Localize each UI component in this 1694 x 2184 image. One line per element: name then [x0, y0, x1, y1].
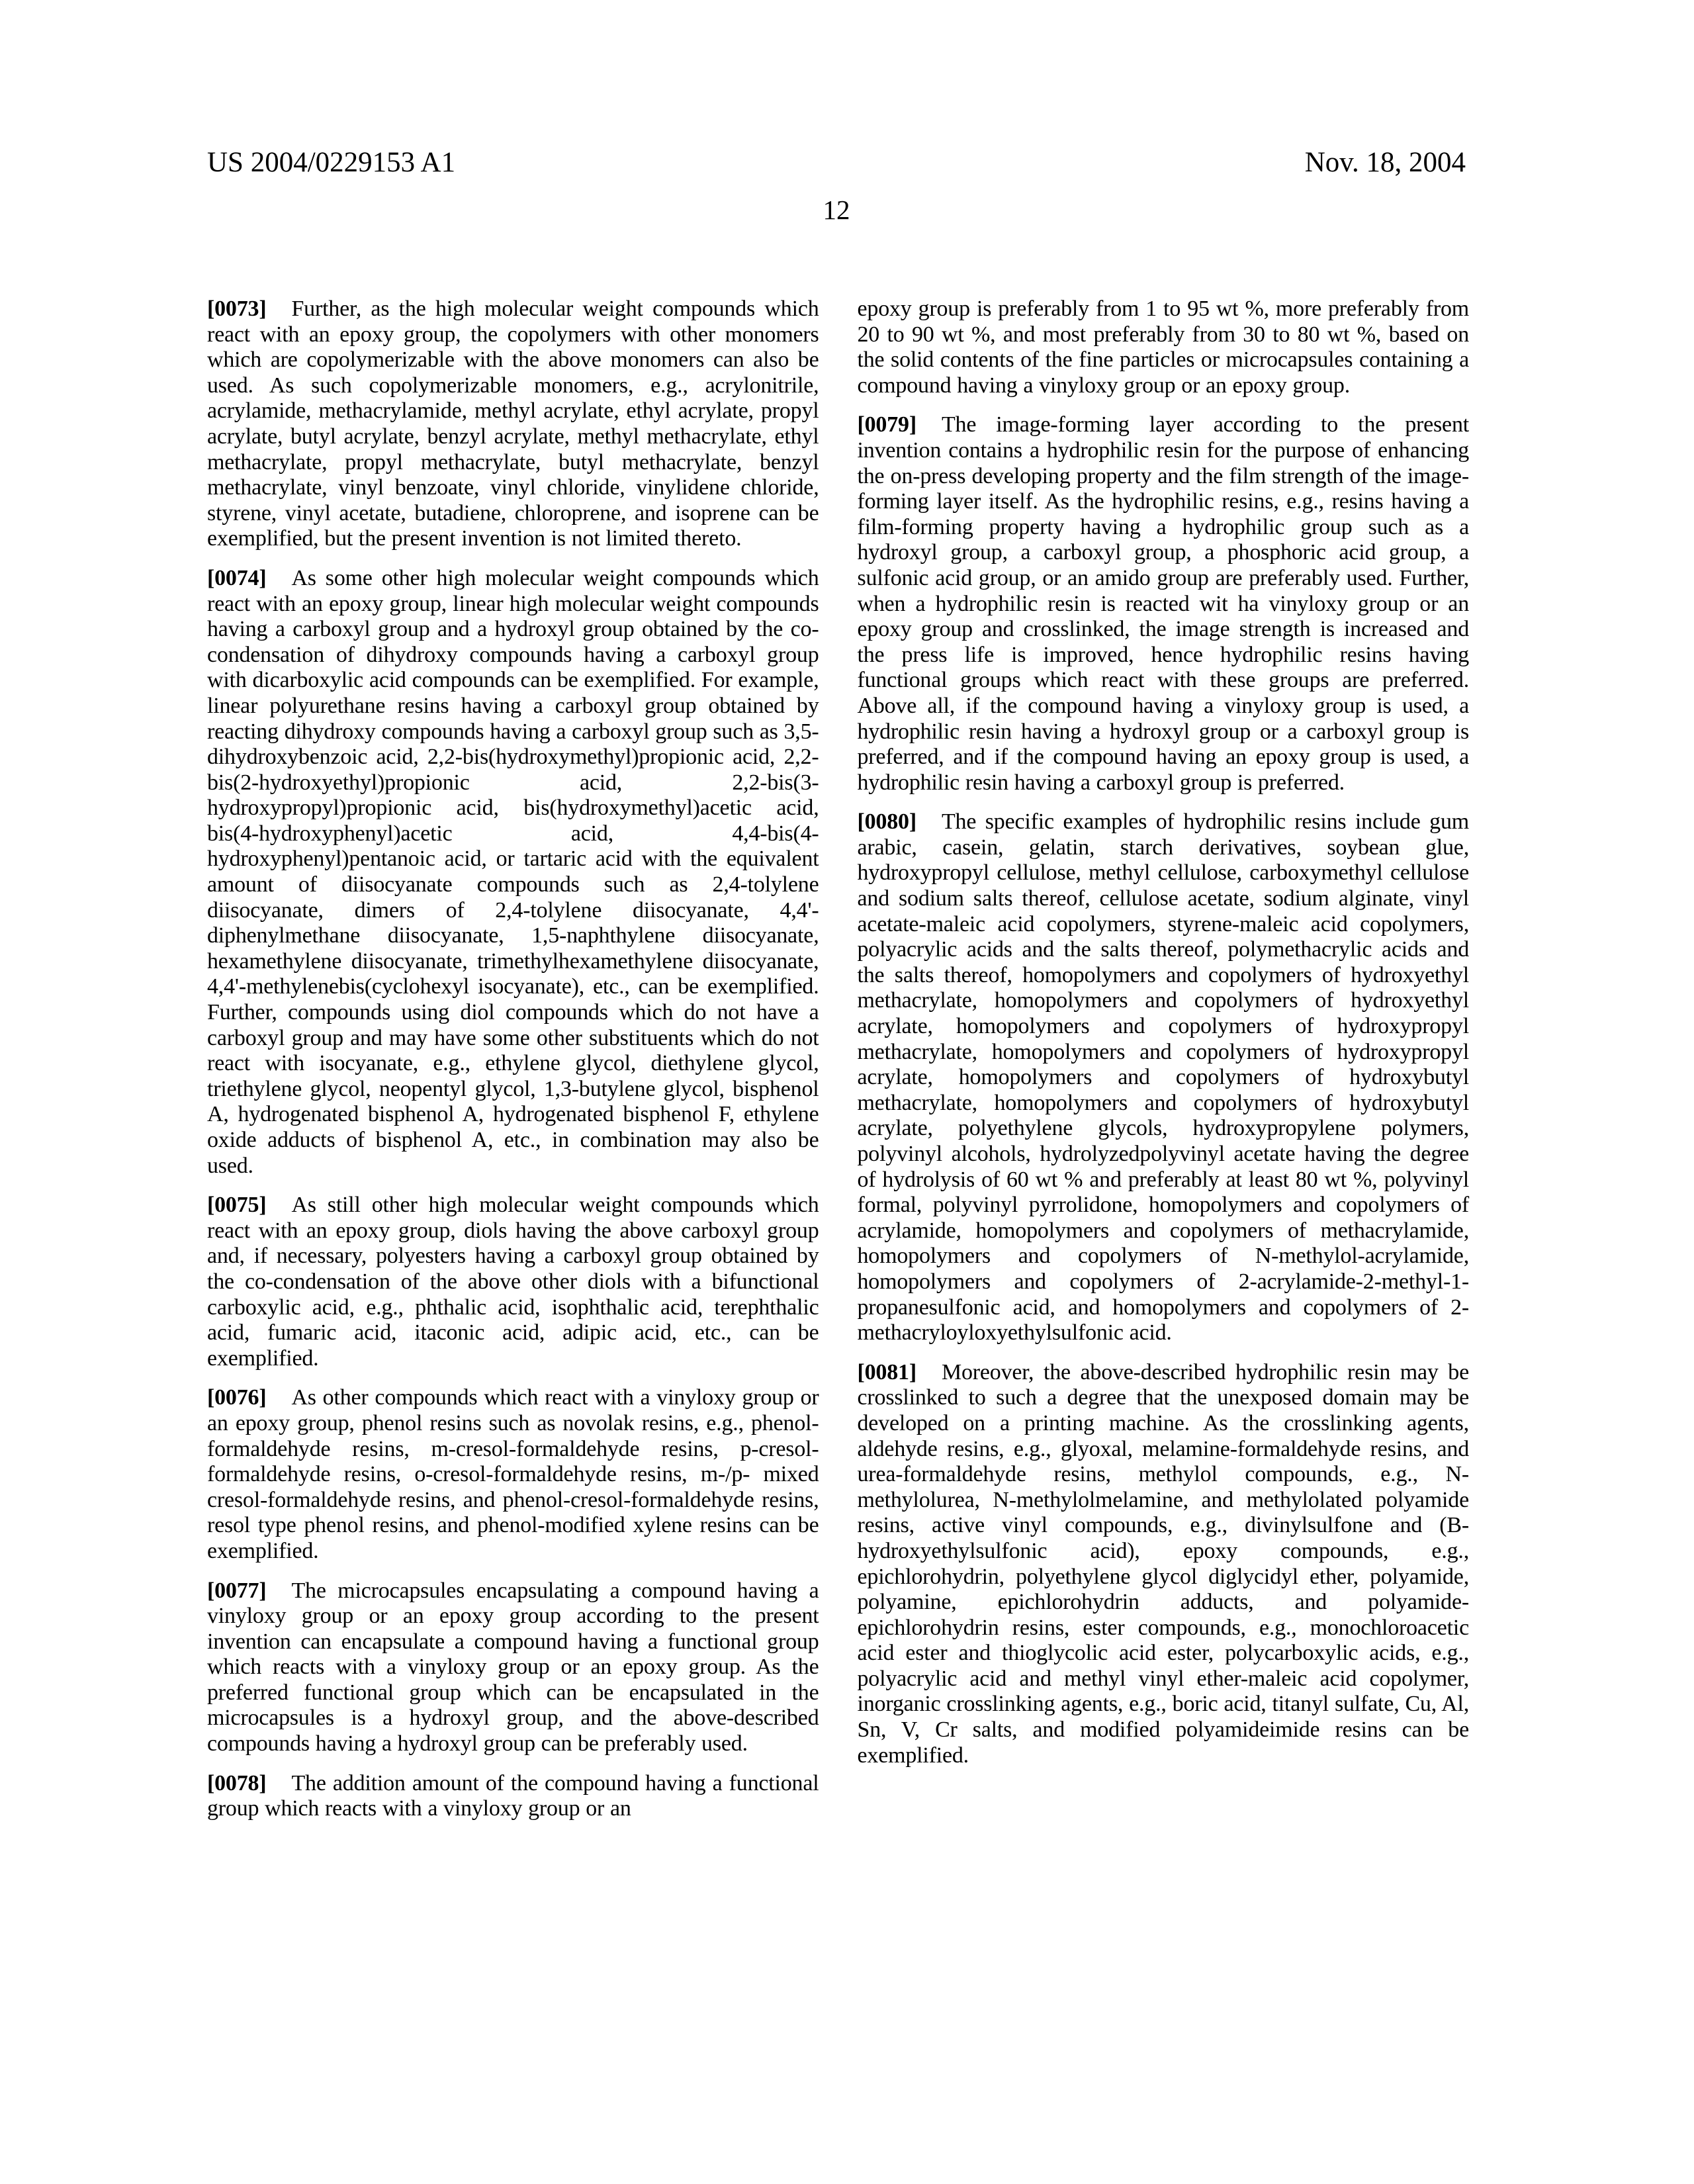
paragraph-text: Moreover, the above-described hydrophilic resin may be crosslinked to such a degree that the unexposed domain may be developed on a printing machine. As the crosslinking agents, aldehyde resins, e.g., glyoxal, melamine-formaldehyde resins, and urea-formaldehyde resins, methylol compounds, e.g., N-methylolurea, N-methylolmelamine, and methylolated polyamide resins, active vinyl compounds, e.g., divinylsulfone and (B-hydroxyethylsulfonic acid), epoxy compounds, e.g., epichlorohydrin, polyethylene glycol diglycidyl ether, polyamide, polyamine, epichlorohydrin adducts, and polyamide-epichlorohydrin resins, ester compounds, e.g., monochloroacetic acid ester and thioglycolic acid ester, polycarboxylic acids, e.g., polyacrylic acid and methyl vinyl ether-maleic acid copolymer, inorganic crosslinking agents, e.g., boric acid, titanyl sulfate, Cu, Al, Sn, V, Cr salts, and modified polyamideimide resins can be exemplified.	[857, 1359, 1469, 1768]
paragraph-number: [0078]	[207, 1770, 267, 1796]
paragraph-text: The specific examples of hydrophilic resins include gum arabic, casein, gelatin, starch derivatives, soybean glue, hydroxypropyl cellulose, methyl cellulose, carboxymethyl cellulose and sodium salts thereof, cellulose acetate, sodium alginate, vinyl acetate-maleic acid copolymers, styrene-maleic acid copolymers, polyacrylic acids and the salts thereof, polymethacrylic acids and the salts thereof, homopolymers and copolymers of hydroxyethyl methacrylate, homopolymers and copolymers of hydroxyethyl acrylate, homopolymers and copolymers of hydroxypropyl methacrylate, homopolymers and copolymers of hydroxypropyl acrylate, homopolymers and copolymers of hydroxybutyl methacrylate, homopolymers and copolymers of hydroxybutyl acrylate, polyethylene glycols, hydroxypropylene polymers, polyvinyl alcohols, hydrolyzedpolyvinyl acetate having the degree of hydrolysis of 60 wt % and preferably at least 80 wt %, polyvinyl formal, polyvinyl pyrrolidone, homopolymers and copolymers of acrylamide, homopolymers and copolymers of methacrylamide, homopolymers and copolymers of N-methylol-acrylamide, homopolymers and copolymers of 2-acrylamide-2-methyl-1-propanesulfonic acid, and homopolymers and copolymers of 2-methacryloyloxyethylsulfonic acid.	[857, 809, 1469, 1345]
left-column	[207, 296, 819, 1822]
paragraph-0078	[207, 1771, 819, 1822]
paragraph-text: epoxy group is preferably from 1 to 95 wt %, more preferably from 20 to 90 wt %, and most preferably from 30 to 80 wt %, based on the solid contents of the fine particles or microcapsules containing a compound having a vinyloxy group or an epoxy group.	[857, 296, 1469, 398]
paragraph-number: [0076]	[207, 1385, 267, 1410]
paragraph-0073	[207, 296, 819, 552]
publication-date: Nov. 18, 2004	[1304, 147, 1466, 178]
paragraph-0081	[858, 1360, 1470, 1769]
paragraph-0075	[207, 1193, 819, 1371]
paragraph-text: Further, as the high molecular weight compounds which react with an epoxy group, the copolymers with other monomers which are copolymerizable with the above monomers can also be used. As such copolymerizable monomers, e.g., acrylonitrile, acrylamide, methacrylamide, methyl acrylate, ethyl acrylate, propyl acrylate, butyl acrylate, benzyl acrylate, methyl methacrylate, ethyl methacrylate, propyl methacrylate, butyl methacrylate, benzyl methacrylate, vinyl benzoate, vinyl chloride, vinylidene chloride, styrene, vinyl acetate, butadiene, chloroprene, and isoprene can be exemplified, but the present invention is not limited thereto.	[207, 296, 819, 551]
paragraph-text: The addition amount of the compound having a functional group which reacts with a vinyloxy group or an	[207, 1770, 819, 1821]
page-number: 12	[823, 195, 850, 225]
paragraph-number: [0075]	[207, 1193, 267, 1218]
paragraph-number: [0081]	[857, 1359, 916, 1385]
paragraph-number: [0079]	[857, 412, 916, 437]
paragraph-continuation	[858, 296, 1470, 398]
patent-number: US 2004/0229153 A1	[207, 147, 456, 178]
paragraph-text: The image-forming layer according to the present invention contains a hydrophilic resin for the purpose of enhancing the on-press developing property and the film strength of the image-forming layer itself. As the hydrophilic resins, e.g., resins having a film-forming property having a hydrophilic group such as a hydroxyl group, a carboxyl group, a phosphoric acid group, a sulfonic acid group, or an amido group are preferably used. Further, when a hydrophilic resin is reacted wit ha vinyloxy group or an epoxy group and crosslinked, the image strength is increased and the press life is improved, hence hydrophilic resins having functional groups which react with these groups are preferred. Above all, if the compound having a vinyloxy group is used, a hydrophilic resin having a hydroxyl group or a carboxyl group is preferred, and if the compound having an epoxy group is used, a hydrophilic resin having a carboxyl group is preferred.	[857, 412, 1469, 795]
paragraph-0079	[858, 412, 1470, 796]
paragraph-number: [0077]	[207, 1578, 267, 1603]
paragraph-text: As some other high molecular weight compounds which react with an epoxy group, linear high molecular weight compounds having a carboxyl group and a hydroxyl group obtained by the co-condensation of dihydroxy compounds having a carboxyl group with dicarboxylic acid compounds can be exemplified. For example, linear polyurethane resins having a carboxyl group obtained by reacting dihydroxy compounds having a carboxyl group such as 3,5-dihydroxybenzoic acid, 2,2-bis(hydroxymethyl)propionic acid, 2,2-bis(2-hydroxyethyl)propionic acid, 2,2-bis(3-hydroxypropyl)propionic acid, bis(hydroxymethyl)acetic acid, bis(4-hydroxyphenyl)acetic acid, 4,4-bis(4-hydroxyphenyl)pentanoic acid, or tartaric acid with the equivalent amount of diisocyanate compounds such as 2,4-tolylene diisocyanate, dimers of 2,4-tolylene diisocyanate, 4,4'-diphenylmethane diisocyanate, 1,5-naphthylene diisocyanate, hexamethylene diisocyanate, trimethylhexamethylene diisocyanate, 4,4'-methylenebis(cyclohexyl isocyanate), etc., can be exemplified. Further, compounds using diol compounds which do not have a carboxyl group and may have some other substituents which do not react with isocyanate, e.g., ethylene glycol, diethylene glycol, triethylene glycol, neopentyl glycol, 1,3-butylene glycol, bisphenol A, hydrogenated bisphenol A, hydrogenated bisphenol F, ethylene oxide adducts of bisphenol A, etc., in combination may also be used.	[207, 565, 819, 1178]
paragraph-text: The microcapsules encapsulating a compound having a vinyloxy group or an epoxy group according to the present invention can encapsulate a compound having a functional group which reacts with a vinyloxy group or an epoxy group. As the preferred functional group which can be encapsulated in the microcapsules is a hydroxyl group, and the above-described compounds having a hydroxyl group can be preferably used.	[207, 1578, 819, 1756]
paragraph-number: [0073]	[207, 296, 267, 321]
page-header	[207, 147, 1466, 178]
paragraph-text: As other compounds which react with a vinyloxy group or an epoxy group, phenol resins such as novolak resins, e.g., phenol-formaldehyde resins, m-cresol-formaldehyde resins, p-cresol-formaldehyde resins, o-cresol-formaldehyde resins, m-/p- mixed cresol-formaldehyde resins, and phenol-cresol-formaldehyde resins, resol type phenol resins, and phenol-modified xylene resins can be exemplified.	[207, 1385, 819, 1563]
paragraph-0080	[858, 809, 1470, 1345]
body-columns	[207, 296, 1469, 1822]
paragraph-0076	[207, 1385, 819, 1564]
paragraph-number: [0080]	[857, 809, 916, 835]
paragraph-text: As still other high molecular weight compounds which react with an epoxy group, diols having the above carboxyl group and, if necessary, polyesters having a carboxyl group obtained by the co-condensation of the above other diols with a bifunctional carboxylic acid, e.g., phthalic acid, isophthalic acid, terephthalic acid, fumaric acid, itaconic acid, adipic acid, etc., can be exemplified.	[207, 1193, 819, 1371]
paragraph-number: [0074]	[207, 565, 267, 590]
paragraph-0077	[207, 1578, 819, 1757]
paragraph-0074	[207, 566, 819, 1179]
right-column	[858, 296, 1470, 1822]
